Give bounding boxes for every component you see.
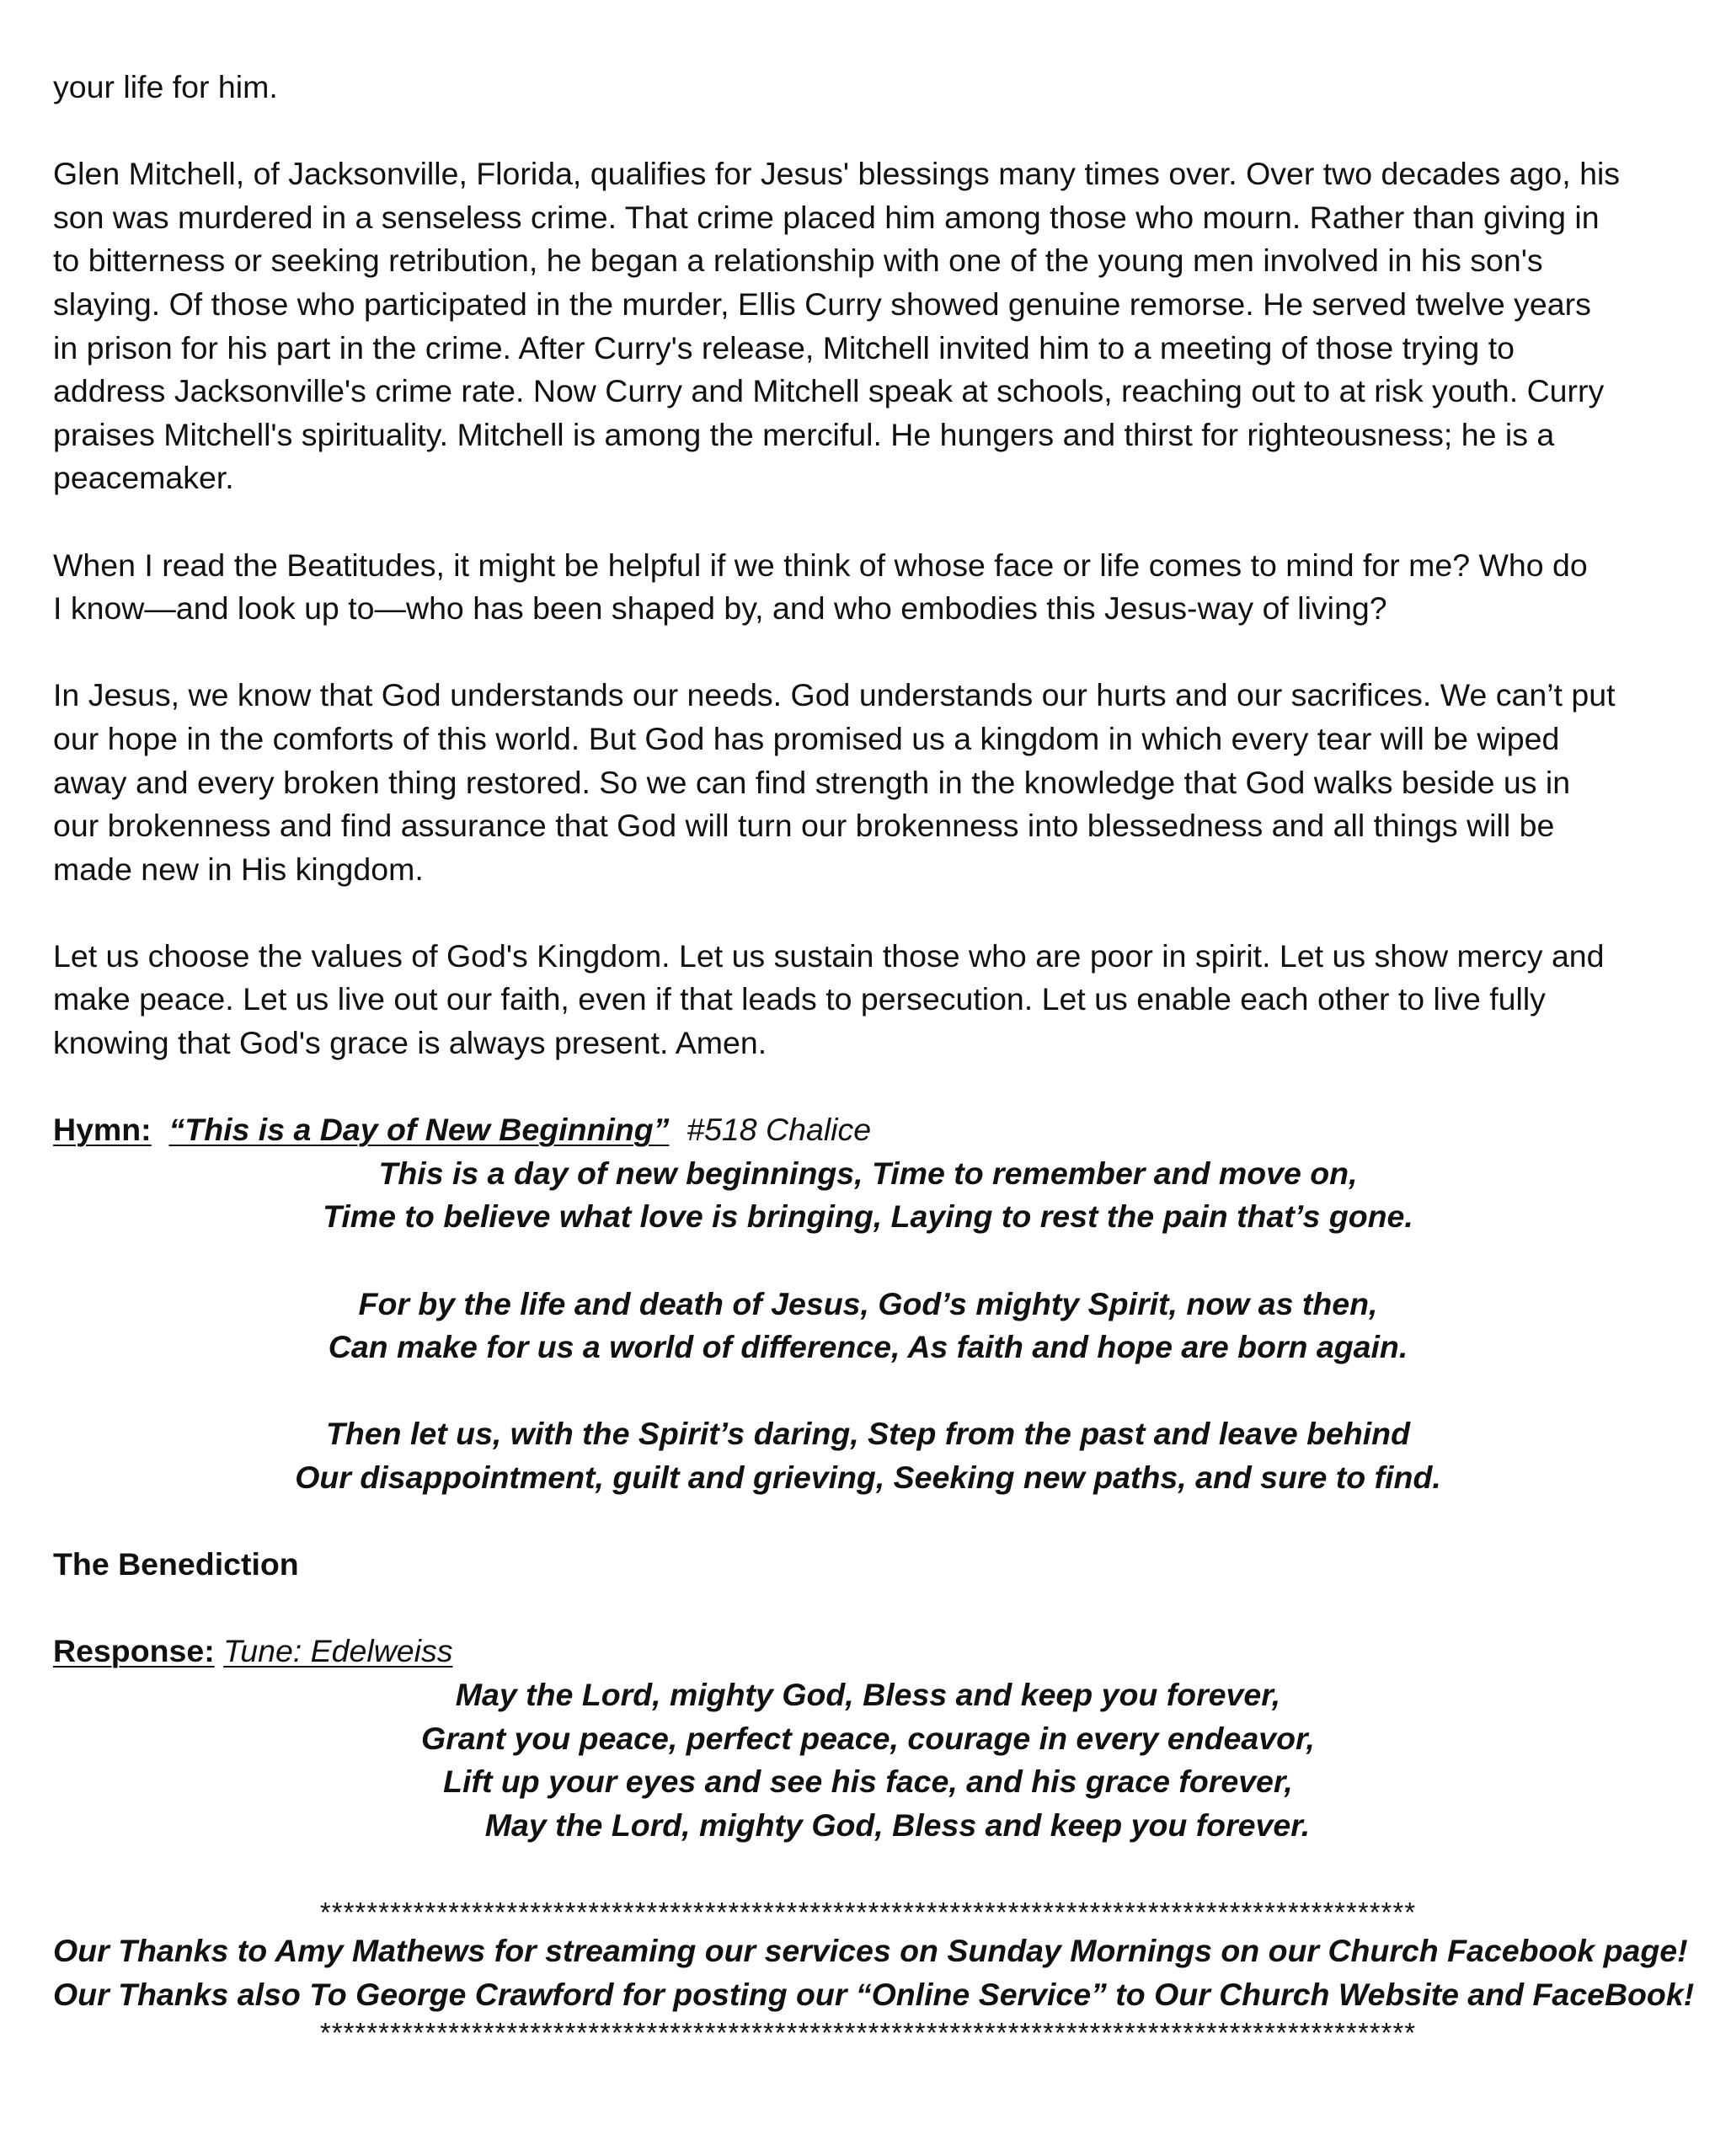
verse-line: For by the life and death of Jesus, God’s mighty Spirit, now as then, [358, 1285, 1378, 1321]
paragraph-glen-mitchell [53, 152, 1683, 500]
verse-line: Our disappointment, guilt and grieving, Seeking new paths, and sure to find. [295, 1460, 1441, 1495]
paragraph-in-jesus [53, 674, 1683, 891]
stanza-gap [53, 1239, 1683, 1283]
verse-line: May the Lord, mighty God, Bless and keep you forever. [484, 1806, 1311, 1843]
paragraph-continuation [53, 66, 1683, 109]
verse-line: This is a day of new beginnings, Time to remember and move on, [378, 1155, 1358, 1191]
thanks-line: Our Thanks also To George Crawford for posting our “Online Service” to Our Church Website and FaceBook! [53, 1976, 1695, 2012]
verse-line: Can make for us a world of difference, As faith and hope are born again. [328, 1329, 1408, 1365]
text-line: made new in His kingdom. [53, 851, 424, 887]
response-heading [53, 1630, 1683, 1673]
hymn-heading [53, 1108, 1683, 1152]
verse-line: Time to believe what love is bringing, Laying to rest the pain that’s gone. [323, 1198, 1413, 1235]
paragraph-let-us [53, 935, 1683, 1065]
text-line: I know—and look up to—who has been shaped by, and who embodies this Jesus-way of living? [53, 590, 1387, 627]
text-line: peacemaker. [53, 460, 234, 496]
stanza-gap [53, 1369, 1683, 1413]
thanks-block [53, 1929, 1695, 2016]
response-tune: Tune: Edelweiss [223, 1633, 453, 1669]
verse-line: May the Lord, mighty God, Bless and keep you forever, [455, 1676, 1281, 1712]
response-label: Response: [53, 1633, 215, 1669]
text-line: Let us choose the values of God's Kingdom. Let us sustain those who are poor in spirit. Let us show mercy and [53, 937, 1605, 974]
text-line: address Jacksonville's crime rate. Now Curry and Mitchell speak at schools, reaching out to at risk youth. Curry [53, 373, 1605, 409]
paragraph-gap [53, 109, 1683, 153]
text-line: in prison for his part in the crime. After Curry's release, Mitchell invited him to a meeting of those trying to [53, 329, 1515, 366]
text-line: slaying. Of those who participated in the murder, Ellis Curry showed genuine remorse. He served twelve years [53, 286, 1591, 322]
text-line: knowing that God's grace is always present. Amen. [53, 1025, 767, 1061]
document-page [53, 66, 1695, 2050]
paragraph-gap [53, 1065, 1683, 1109]
text-line: our hope in the comforts of this world. But God has promised us a kingdom in which every tear will be wiped [53, 720, 1560, 756]
text-line: our brokenness and find assurance that God will turn our brokenness into blessedness and all things will be [53, 808, 1555, 844]
thanks-line: Our Thanks to Amy Mathews for streaming our services on Sunday Mornings on our Church Facebook page! [53, 1932, 1688, 1968]
star-divider-bottom: ********************************************************************************************** [319, 2017, 1417, 2049]
hymn-stanza [53, 1152, 1683, 1239]
paragraph-gap [53, 631, 1683, 675]
response-verse [53, 1673, 1683, 1847]
text-line: Glen Mitchell, of Jacksonville, Florida, qualifies for Jesus' blessings many times over. Over two decades ago, his [53, 156, 1621, 192]
text-line: your life for him. [53, 69, 278, 104]
text-line: make peace. Let us live out our faith, even if that leads to persecution. Let us enable each other to live fully [53, 981, 1546, 1017]
star-divider-top: ********************************************************************************************** [319, 1896, 1417, 1928]
text-line: son was murdered in a senseless crime. That crime placed him among those who mourn. Rather than giving in [53, 199, 1600, 235]
paragraph-beatitudes [53, 544, 1683, 631]
hymn-stanza [53, 1412, 1683, 1499]
text-line: In Jesus, we know that God understands our needs. God understands our hurts and our sacrifices. We can’t put [53, 677, 1616, 713]
paragraph-gap [53, 891, 1683, 935]
hymn-label: Hymn: [53, 1112, 152, 1148]
text-line: away and every broken thing restored. So we can find strength in the knowledge that God walks beside us in [53, 764, 1571, 800]
hymn-title: “This is a Day of New Beginning” [168, 1112, 670, 1148]
text-line: When I read the Beatitudes, it might be helpful if we think of whose face or life comes to mind for me? Who do [53, 547, 1588, 583]
benediction-heading: The Benediction [53, 1546, 299, 1582]
verse-line: Then let us, with the Spirit’s daring, Step from the past and leave behind [326, 1416, 1410, 1452]
text-line: praises Mitchell's spirituality. Mitchell is among the merciful. He hungers and thirst for righteousness; he is a [53, 416, 1555, 452]
section-gap [53, 1500, 1683, 1544]
text-line: to bitterness or seeking retribution, he began a relationship with one of the young men involved in his son's [53, 243, 1543, 279]
hymn-stanza [53, 1283, 1683, 1369]
hymn-number: #518 Chalice [687, 1112, 872, 1148]
section-gap [53, 1847, 1683, 1891]
verse-line: Grant you peace, perfect peace, courage in every endeavor, [421, 1720, 1315, 1756]
paragraph-gap [53, 500, 1683, 544]
verse-line: Lift up your eyes and see his face, and his grace forever, [443, 1764, 1293, 1800]
section-gap [53, 1587, 1683, 1630]
